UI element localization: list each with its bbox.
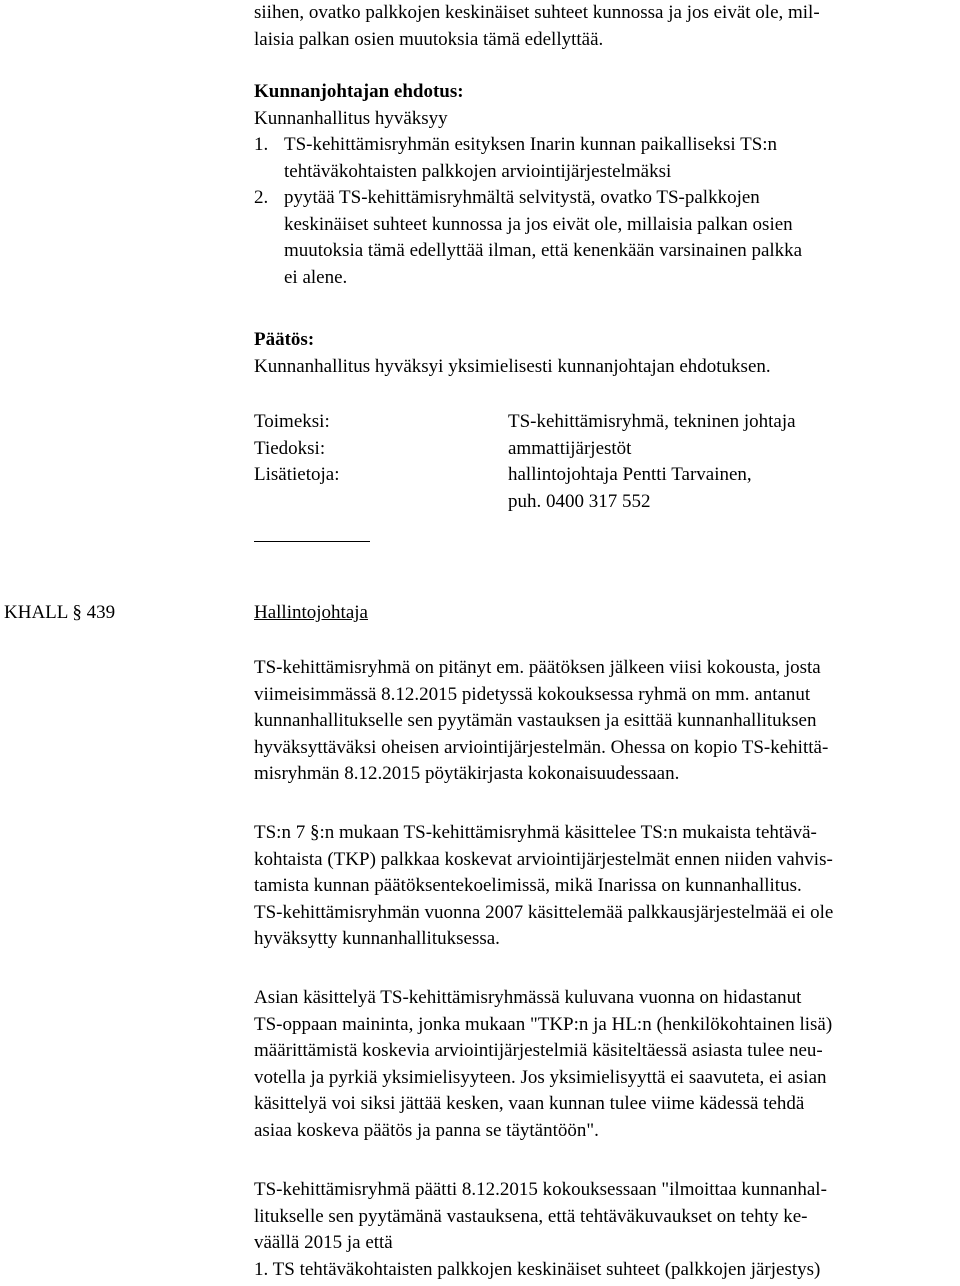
distribution-label: Lisätietoja: [254,464,340,485]
intro-line: siihen, ovatko palkkojen keskinäiset suhteet kunnossa ja jos eivät ole, mil- [254,2,820,23]
proposal-heading: Kunnanjohtajan ehdotus: [254,81,464,102]
paragraph-line: asiaa koskeva päätös ja panna se täytäntöön". [254,1119,599,1141]
decision-heading: Päätös: [254,329,315,350]
proposal-item-line: pyytää TS-kehittämisryhmältä selvitystä, ovatko TS-palkkojen [284,187,760,208]
paragraph [254,655,960,788]
proposal-item-1 [254,132,960,185]
distribution-row [254,462,960,489]
proposal-section [254,79,960,291]
paragraph-line: TS-kehittämisryhmä päätti 8.12.2015 kokouksessaan "ilmoittaa kunnanhal- [254,1179,827,1200]
separator-rule [254,541,370,542]
paragraph-line: Asian käsittelyä TS-kehittämisryhmässä kuluvana vuonna on hidastanut [254,987,802,1008]
paragraph-line: 1. TS tehtäväkohtaisten palkkojen keskinäiset suhteet (palkkojen järjestys) [254,1258,821,1280]
paragraph-line: käsittelyä voi siksi jättää kesken, vaan kunnan tulee viime kädessä tehdä [254,1093,805,1114]
distribution-value: hallintojohtaja Pentti Tarvainen, [508,464,752,485]
proposal-item-line: TS-kehittämisryhmän esityksen Inarin kunnan paikalliseksi TS:n [284,134,778,155]
proposal-item-line: tehtäväkohtaisten palkkojen arviointijärjestelmäksi [284,160,672,182]
proposal-item-line: keskinäiset suhteet kunnossa ja jos eivät ole, millaisia palkan osien [284,213,793,235]
paragraph-line: määrittämistä koskevia arviointijärjestelmiä käsiteltäessä asiasta tulee neu- [254,1040,823,1061]
proposal-item-line: ei alene. [284,266,348,288]
paragraph-line: tamista kunnan päätöksentekoelimissä, mikä Inarissa on kunnanhallitus. [254,875,802,896]
proposal-item-number: 1. [254,134,269,155]
paragraph-line: misryhmän 8.12.2015 pöytäkirjasta kokonaisuudessaan. [254,763,680,784]
paragraph-line: kunnanhallitukselle sen pyytämän vastauksen ja esittää kunnanhallituksen [254,710,817,731]
decision-text: Kunnanhallitus hyväksyi yksimielisesti kunnanjohtajan ehdotuksen. [254,355,771,377]
proposal-item-number: 2. [254,187,269,208]
paragraph-line: votella ja pyrkiä yksimielisyyteen. Jos yksimielisyyttä ei saavuteta, ei asian [254,1066,827,1088]
paragraph-line: TS-oppaan maininta, jonka mukaan "TKP:n ja HL:n (henkilökohtainen lisä) [254,1013,833,1035]
distribution-list [254,409,960,515]
paragraph-line: TS-kehittämisryhmä on pitänyt em. päätöksen jälkeen viisi kokousta, josta [254,657,821,678]
paragraph-line: kohtaista (TKP) palkkaa koskevat arviointijärjestelmät ennen niiden vahvis- [254,848,833,870]
paragraph-line: hyväksyttäväksi oheisen arviointijärjestelmän. Ohessa on kopio TS-kehittä- [254,736,829,758]
distribution-label: Toimeksi: [254,411,330,432]
proposal-item-2 [254,185,960,291]
paragraph-line: litukselle sen pyytämänä vastauksena, että tehtäväkuvaukset on tehty ke- [254,1205,808,1227]
distribution-value: TS-kehittämisryhmä, tekninen johtaja [508,411,796,432]
distribution-label: Tiedoksi: [254,437,326,459]
section-title: Hallintojohtaja [254,602,368,623]
intro-text [254,0,960,53]
decision-section [254,327,960,380]
distribution-label [254,489,508,516]
distribution-row [254,436,960,463]
section-code: KHALL § 439 [4,602,116,623]
paragraph-line: viimeisimmässä 8.12.2015 pidetyssä kokouksessa ryhmä on mm. antanut [254,683,811,705]
paragraph-line: TS:n 7 §:n mukaan TS-kehittämisryhmä käsittelee TS:n mukaista tehtävä- [254,822,817,843]
paragraph [254,820,960,953]
distribution-row [254,409,960,436]
distribution-value: ammattijärjestöt [508,437,632,459]
paragraph-line: väällä 2015 ja että [254,1232,393,1253]
proposal-item-line: muutoksia tämä edellyttää ilman, että kenenkään varsinainen palkka [284,240,803,261]
proposal-lead: Kunnanhallitus hyväksyy [254,107,448,129]
paragraph [254,1177,960,1283]
distribution-row [254,489,960,516]
paragraph-line: TS-kehittämisryhmän vuonna 2007 käsittelemää palkkausjärjestelmää ei ole [254,901,834,923]
intro-line: laisia palkan osien muutoksia tämä edellyttää. [254,28,604,50]
paragraph [254,985,960,1144]
paragraph-line: hyväksytty kunnanhallituksessa. [254,928,500,949]
distribution-value: puh. 0400 317 552 [508,490,651,512]
